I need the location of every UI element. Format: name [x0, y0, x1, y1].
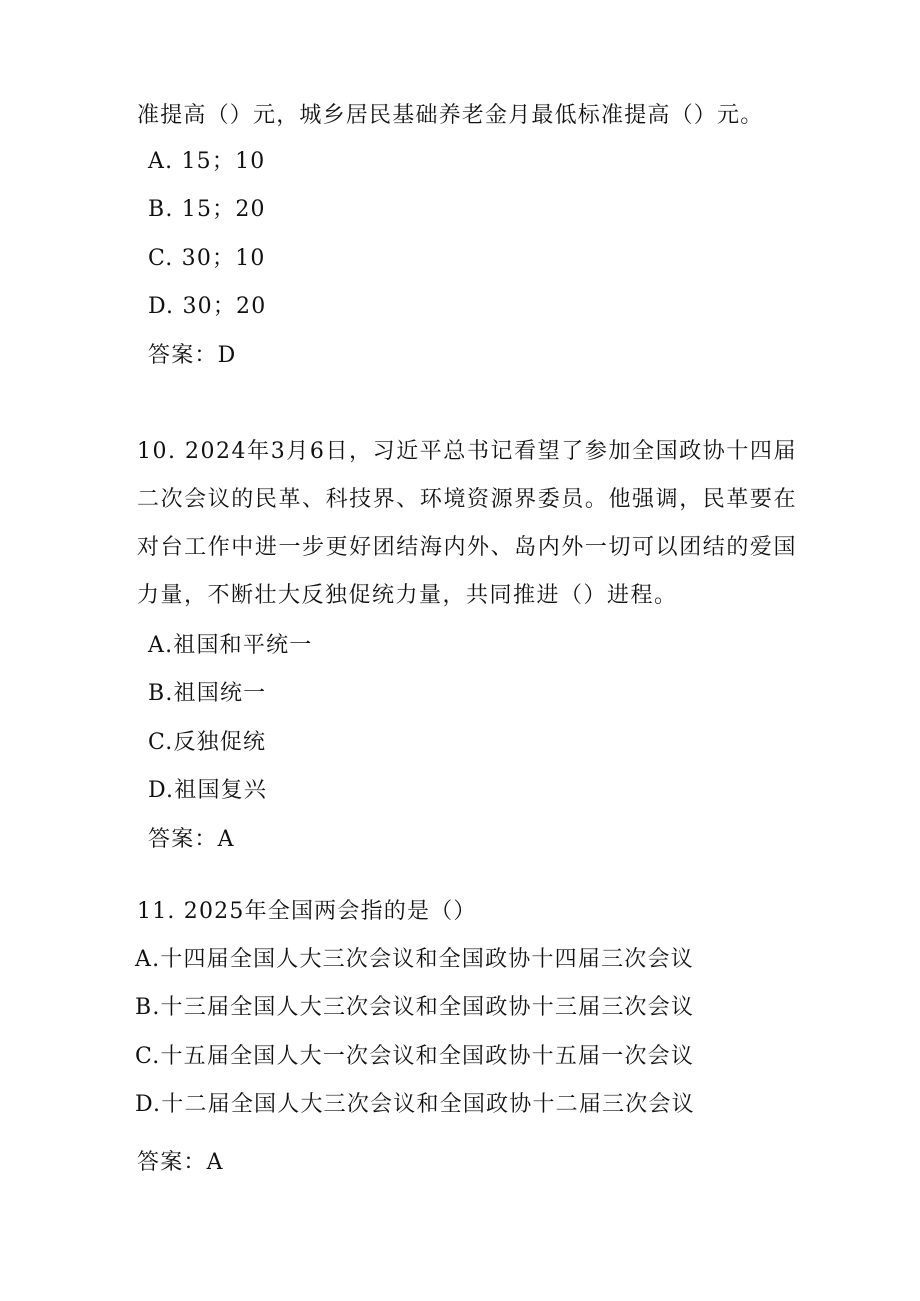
q11-option-d: D.十二届全国人大三次会议和全国政协十二届三次会议 [135, 1092, 695, 1117]
q9-option-b: B. 15；20 [148, 197, 266, 222]
q9-option-d: D. 30；20 [148, 294, 267, 319]
q9-option-a: A. 15；10 [148, 149, 266, 174]
q10-option-d: D.祖国复兴 [148, 778, 268, 803]
q11-stem: 11. 2025年全国两会指的是（） [137, 899, 477, 924]
q11-answer: 答案：A [137, 1150, 224, 1175]
q10-stem: 10. 2024年3月6日，习近平总书记看望了参加全国政协十四届二次会议的民革、科技界、环境资源界委员。他强调，民革要在对台工作中进一步更好团结海内外、岛内外一切可以团结的爱国力量，不断壮大反独促统力量，共同推进（）进程。 [137, 439, 797, 608]
q11-option-b: B.十三届全国人大三次会议和全国政协十三届三次会议 [135, 995, 695, 1020]
q9-answer: 答案：D [148, 343, 237, 368]
q11-option-c: C.十五届全国人大一次会议和全国政协十五届一次会议 [135, 1044, 695, 1069]
q10-answer: 答案：A [148, 827, 235, 852]
q11-option-a: A.十四届全国人大三次会议和全国政协十四届三次会议 [135, 947, 694, 972]
q9-stem-tail: 准提高（）元，城乡居民基础养老金月最低标准提高（）元。 [137, 103, 764, 128]
q10-option-b: B.祖国统一 [148, 681, 267, 706]
q9-option-c: C. 30；10 [148, 246, 266, 271]
q10-option-a: A.祖国和平统一 [148, 633, 313, 658]
q10-option-c: C.反独促统 [148, 730, 267, 755]
